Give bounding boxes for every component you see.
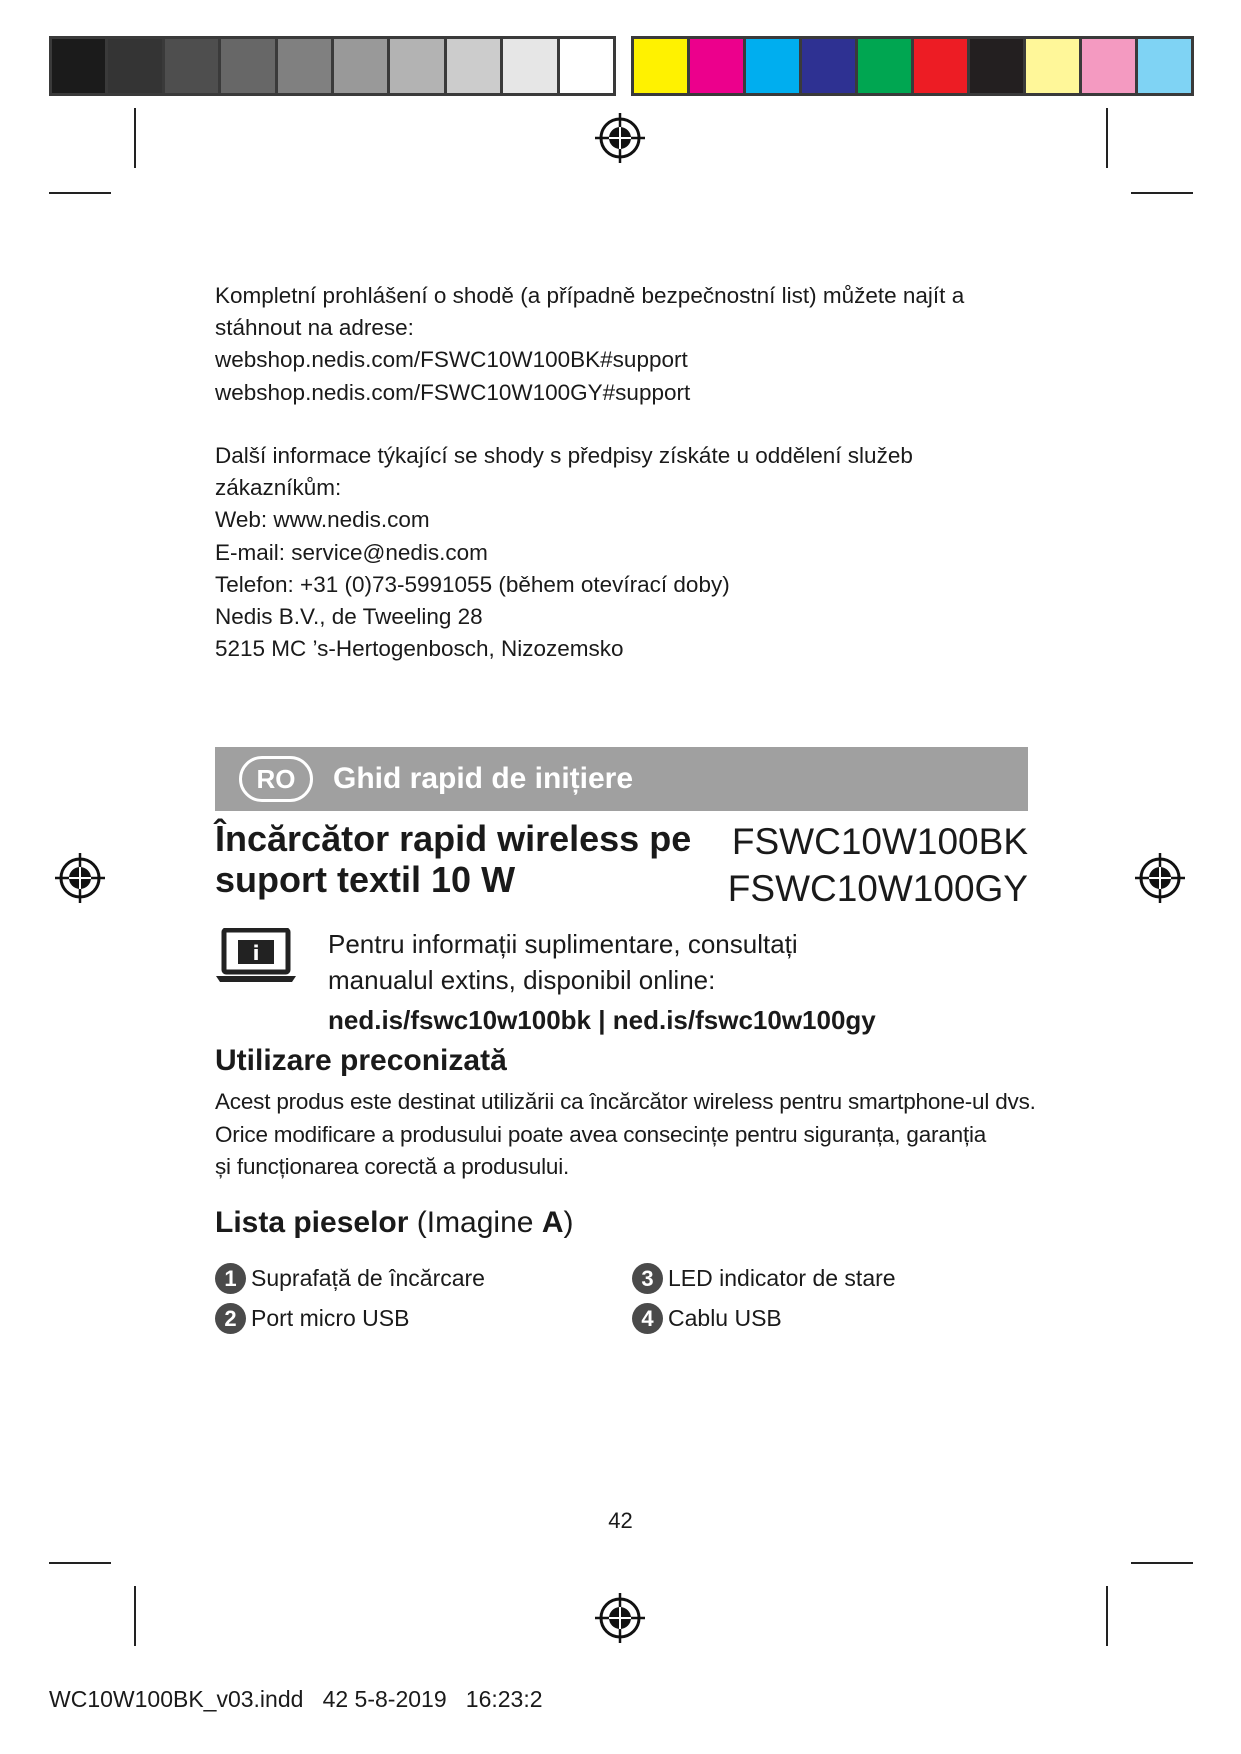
- gray-swatch: [221, 39, 277, 93]
- crop-mark: [49, 192, 111, 194]
- color-swatch: [1138, 39, 1191, 93]
- crop-mark: [1131, 192, 1193, 194]
- crop-mark: [1106, 1586, 1108, 1646]
- part-item: [215, 1303, 409, 1334]
- color-swatch: [690, 39, 746, 93]
- product-code: FSWC10W100BK: [731, 821, 1028, 862]
- gray-swatch: [390, 39, 446, 93]
- parts-list-heading: [215, 1206, 573, 1240]
- part-number-badge: 3: [632, 1263, 663, 1294]
- info-block: [328, 926, 876, 1038]
- cz-address-line: 5215 MC ’s-Hertogenbosch, Nizozemsko: [215, 636, 624, 662]
- info-line: Pentru informații suplimentare, consultați: [328, 929, 798, 959]
- gray-swatch: [278, 39, 334, 93]
- intended-use-text: [215, 1086, 1036, 1184]
- cz-url-gy[interactable]: webshop.nedis.com/FSWC10W100GY#support: [215, 379, 691, 405]
- part-label: Cablu USB: [668, 1305, 782, 1331]
- intended-use-line: Acest produs este destinat utilizării ca încărcător wireless pentru smartphone-ul dvs.: [215, 1089, 1036, 1114]
- product-title-line: Încărcător rapid wireless pe: [215, 818, 692, 859]
- cz-address-line: Nedis B.V., de Tweeling 28: [215, 604, 483, 630]
- gray-swatch: [503, 39, 559, 93]
- intended-use-line: Orice modificare a produsului poate avea consecințe pentru siguranța, garanția: [215, 1121, 987, 1147]
- gray-swatch: [447, 39, 503, 93]
- cz-declaration-block: [215, 280, 964, 409]
- section-header-ro: [215, 747, 1028, 811]
- intended-use-line: și funcționarea corectă a produsului.: [215, 1154, 570, 1179]
- crop-mark: [49, 1562, 111, 1564]
- gray-swatch: [560, 39, 613, 93]
- color-swatch: [914, 39, 970, 93]
- part-item: [215, 1263, 485, 1294]
- color-swatch: [802, 39, 858, 93]
- part-label: LED indicator de stare: [668, 1265, 896, 1291]
- part-item: [632, 1263, 896, 1294]
- product-code: FSWC10W100GY: [727, 868, 1028, 909]
- color-calibration-bar: [631, 36, 1194, 96]
- product-title: [215, 818, 691, 900]
- cz-text-line: zákazníkům:: [215, 475, 342, 501]
- registration-mark-icon: [594, 1592, 646, 1644]
- cz-text-line: Kompletní prohlášení o shodě (a případně bezpečnostní list) můžete najít a: [215, 283, 965, 308]
- info-line: manualul extins, disponibil online:: [328, 965, 716, 995]
- parts-heading-bold: Lista pieselor: [215, 1206, 409, 1239]
- gray-swatch: [108, 39, 164, 93]
- cz-email-line[interactable]: E-mail: service@nedis.com: [215, 539, 488, 565]
- parts-heading-word: Imagine: [426, 1206, 542, 1239]
- color-swatch: [634, 39, 690, 93]
- registration-mark-icon: [1134, 852, 1186, 904]
- grayscale-calibration-bar: [49, 36, 616, 96]
- cz-text-line: stáhnout na adrese:: [215, 315, 414, 341]
- cz-url-bk[interactable]: webshop.nedis.com/FSWC10W100BK#support: [215, 347, 688, 373]
- color-swatch: [858, 39, 914, 93]
- info-glyph: i: [252, 941, 260, 965]
- file-slug: WC10W100BK_v03.indd 42 5-8-2019 16:23:2: [49, 1686, 543, 1712]
- color-swatch: [1026, 39, 1082, 93]
- color-swatch: [746, 39, 802, 93]
- cz-text-line: Další informace týkající se shody s předpisy získáte u oddělení služeb: [215, 443, 913, 468]
- part-number-badge: 2: [215, 1303, 246, 1334]
- cz-contact-block: [215, 440, 913, 665]
- registration-mark-icon: [54, 852, 106, 904]
- registration-mark-icon: [594, 112, 646, 164]
- cz-web-line[interactable]: Web: www.nedis.com: [215, 507, 430, 533]
- product-title-line: suport textil 10 W: [215, 859, 516, 900]
- crop-mark: [134, 1586, 136, 1646]
- laptop-info-icon: [214, 928, 298, 984]
- parts-heading-open: (: [408, 1206, 427, 1239]
- section-title: Ghid rapid de inițiere: [333, 762, 634, 795]
- gray-swatch: [52, 39, 108, 93]
- color-swatch: [970, 39, 1026, 93]
- manual-links[interactable]: ned.is/fswc10w100bk | ned.is/fswc10w100gy: [328, 1005, 876, 1035]
- part-number-badge: 4: [632, 1303, 663, 1334]
- part-item: [632, 1303, 782, 1334]
- product-codes: [728, 818, 1028, 912]
- crop-mark: [134, 108, 136, 168]
- intended-use-heading: Utilizare preconizată: [215, 1044, 507, 1077]
- crop-mark: [1131, 1562, 1193, 1564]
- page-number: 42: [608, 1508, 633, 1533]
- cz-phone-line: Telefon: +31 (0)73-5991055 (během otevírací doby): [215, 571, 730, 597]
- part-number-badge: 1: [215, 1263, 246, 1294]
- language-badge: RO: [239, 756, 313, 802]
- crop-mark: [1106, 108, 1108, 168]
- parts-heading-close: ): [563, 1206, 574, 1239]
- parts-heading-letter: A: [541, 1206, 564, 1239]
- part-label: Suprafață de încărcare: [251, 1265, 485, 1291]
- gray-swatch: [334, 39, 390, 93]
- gray-swatch: [165, 39, 221, 93]
- color-swatch: [1082, 39, 1138, 93]
- part-label: Port micro USB: [251, 1305, 410, 1331]
